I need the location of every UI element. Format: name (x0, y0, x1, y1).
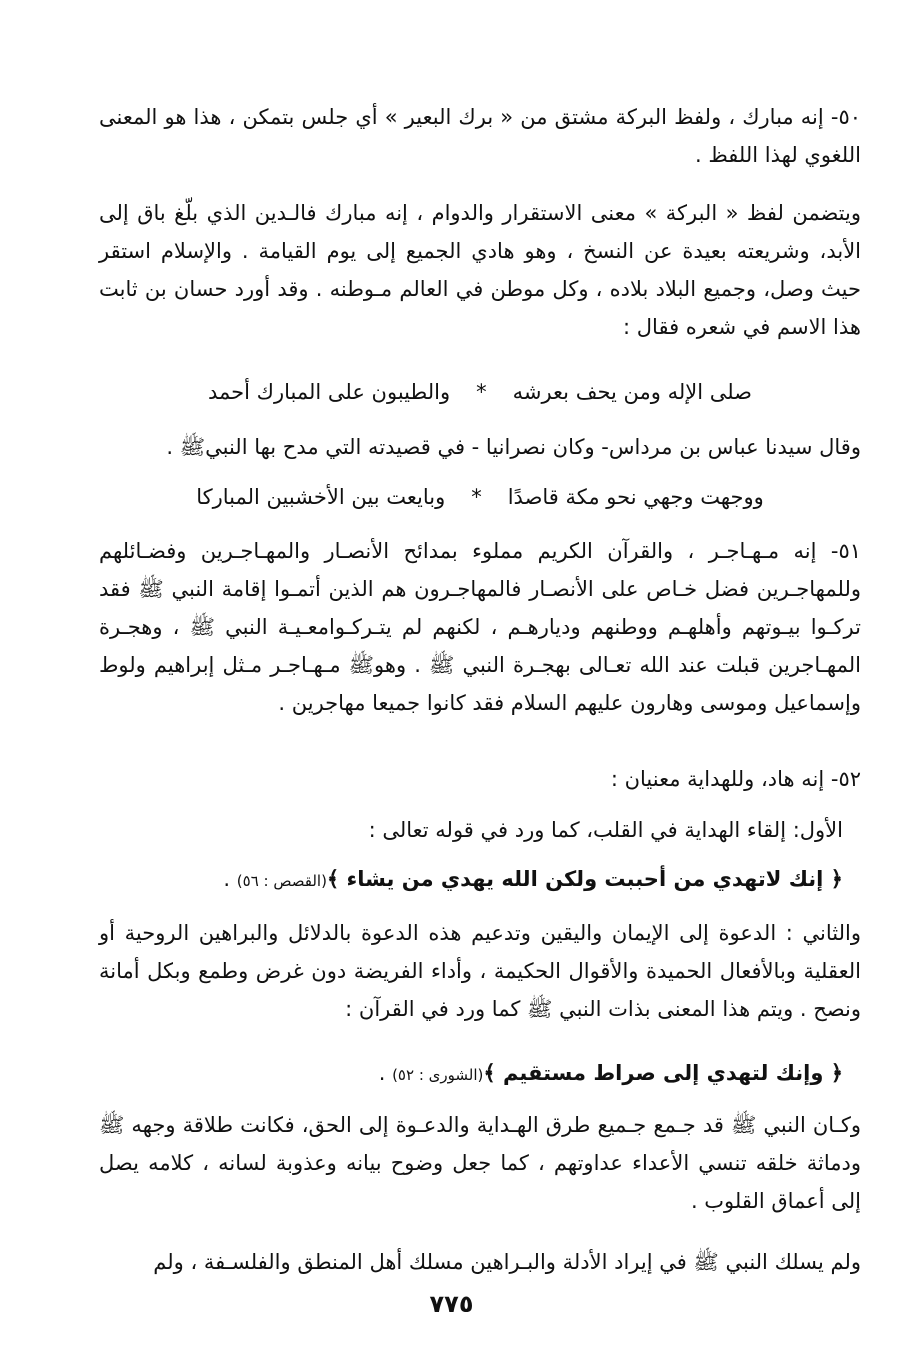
quran-verse-shura (81, 1054, 843, 1094)
paragraph-last-line: ولم يسلك النبي ﷺ في إيراد الأدلة والبـراهين مسلك أهل المنطق والفلسـفة ، ولم (153, 1250, 861, 1274)
verse-separator: * (476, 380, 487, 404)
verse-hemistich-left: وبايعت بين الأخشبين المباركا (196, 485, 446, 509)
page-number: ٧٧٥ (429, 1290, 474, 1318)
paragraph-abbas-intro: وقال سيدنا عباس بن مرداس- وكان نصرانيا - في قصيدته التي مدح بها النبيﷺ . (166, 435, 861, 459)
paragraph-50-mubarak: ٥٠- إنه مبارك ، ولفظ البركة مشتق من « برك البعير » أي جلس بتمكن ، هذا هو المعنى اللغوي لهذا اللفظ . (99, 105, 861, 167)
quran-verse-end: . (223, 867, 237, 891)
paragraph-52-hadi: ٥٢- إنه هاد، وللهداية معنيان : (610, 767, 861, 791)
quran-verse-text: ﴿ وإنك لتهدي إلى صراط مستقيم ﴾ (483, 1061, 843, 1085)
verse-hemistich-right: صلى الإله ومن يحف بعرشه (512, 380, 752, 404)
paragraph-first-meaning: الأول: إلقاء الهداية في القلب، كما ورد في قوله تعالى : (368, 818, 843, 842)
quran-verse-end: . (378, 1061, 393, 1085)
paragraph-baraka-meaning: ويتضمن لفظ « البركة » معنى الاستقرار والدوام ، إنه مبارك فالـدين الذي بلّغ باق إلى الأبد، وشريعته بعيدة عن النسخ ، وهو هادي الجميع إلى يوم القيامة . والإسلام استقر حيث وصل، وجميع البلاد بلاده ، وكل موطن في العالم مـوطنه . وقد أورد حسان بن ثابت هذا الاسم في شعره فقال : (99, 201, 861, 339)
paragraph-second-meaning: والثاني : الدعوة إلى الإيمان واليقين وتدعيم هذه الدعوة بالدلائل والبراهين الروحية أو العقلية وبالأفعال الحميدة والأقوال الحكيمة ، وأداء الفريضة دون غرض وطمع وبكل أمانة ونصح . ويتم هذا المعنى بذات النبي ﷺ كما ورد في القرآن : (99, 921, 861, 1021)
paragraph-prophet-guidance: وكـان النبي ﷺ قد جـمع جـميع طرق الهـداية والدعـوة إلى الحق، فكانت طلاقة وجهه ﷺ ودماثة خلقه تنسي الأعداء عداوتهم ، كما جعل وضوح بيانه وعذوبة لسانه ، كلامه يصل إلى أعماق القلوب . (99, 1113, 861, 1213)
quran-verse-text: ﴿ إنك لاتهدي من أحببت ولكن الله يهدي من يشاء ﴾ (326, 867, 843, 891)
verse-hemistich-right: ووجهت وجهي نحو مكة قاصدًا (507, 485, 764, 509)
quran-verse-reference: (الشورى : ٥٢) (392, 1066, 484, 1084)
poem-verse-hassan (99, 373, 861, 411)
quran-verse-reference: (القصص : ٥٦) (236, 872, 327, 890)
verse-separator: * (471, 485, 482, 509)
verse-hemistich-left: والطيبون على المبارك أحمد (208, 380, 451, 404)
poem-verse-abbas (99, 478, 861, 516)
quran-verse-qasas (81, 860, 843, 900)
paragraph-51-muhajir: ٥١- إنه مـهـاجـر ، والقرآن الكريم مملوء بمدائح الأنصـار والمهـاجـرين وفضـائلهم وللمهاجـرين فضل خـاص على الأنصـار فالمهاجـرون هم الذين أتمـوا إقامة النبي ﷺ فقد تركـوا بيـوتهم وأهلهـم ووطنهم وديارهـم ، لكنهم لم يتـركـوامعـيـة النبي ﷺ ، وهجـرة المهـاجرين قبلت عند الله تعـالى بهجـرة النبي ﷺ . وهوﷺ مـهـاجـر مـثل إبراهيم ولوط وإسماعيل وموسى وهارون عليهم السلام فقد كانوا جميعا مهاجرين . (99, 539, 861, 715)
